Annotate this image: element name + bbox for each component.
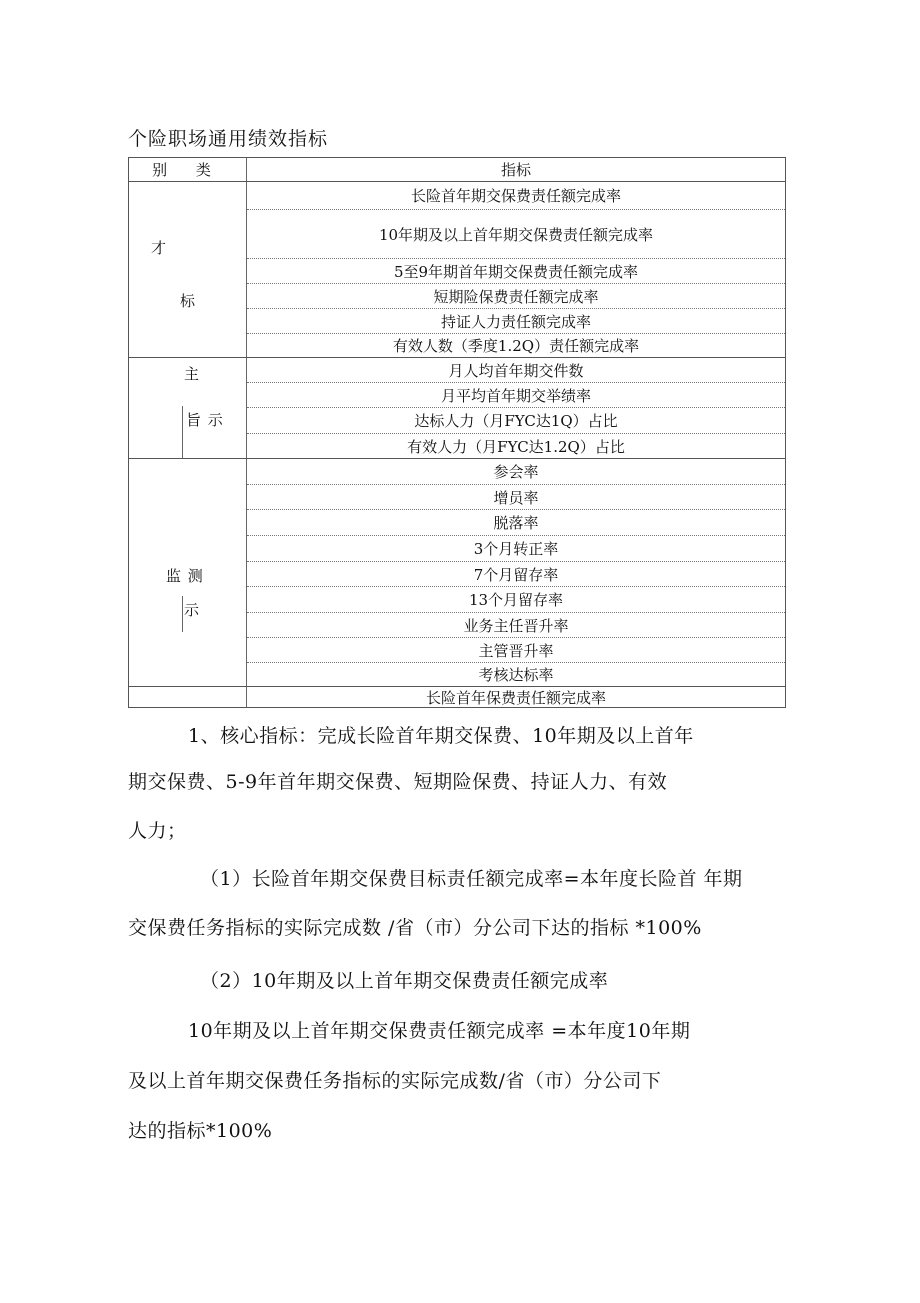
table-row: 月平均首年期交举绩率 [440, 386, 591, 405]
header-category: 别 类 [152, 161, 223, 179]
table-row: 长险首年保费责任额完成率 [425, 689, 606, 707]
group-3-label-bottom: 示 [184, 601, 201, 619]
group-3-label-top: 监 测 [166, 567, 204, 585]
group-1-label-bottom: 标 [180, 292, 197, 310]
table-row: 业务主任晋升率 [463, 616, 569, 635]
table-row: 有效人力（月FYC达1.2Q）占比 [407, 437, 625, 456]
paragraph-4-line-1: 10年期及以上首年期交保费责任额完成率 =本年度10年期 [188, 1020, 691, 1042]
table-row: 短期险保费责任额完成率 [433, 287, 599, 306]
paragraph-2-line-2: 交保费任务指标的实际完成数 /省（市）分公司下达的指标 *100% [128, 917, 702, 939]
table-row: 月人均首年期交件数 [448, 361, 584, 380]
table-row: 长险首年期交保费责任额完成率 [410, 187, 621, 205]
table-row: 达标人力（月FYC达1Q）占比 [414, 412, 618, 430]
table-row: 持证人力责任额完成率 [440, 312, 591, 331]
table-row: 10年期及以上首年期交保费责任额完成率 [378, 225, 654, 244]
paragraph-2-line-1: （1）长险首年期交保费目标责任额完成率=本年度长险首 年期 [200, 868, 743, 890]
table-row: 增员率 [493, 488, 539, 507]
paragraph-3-line-1: （2）10年期及以上首年期交保费责任额完成率 [200, 970, 609, 992]
paragraph-1-line-3: 人力； [128, 820, 187, 842]
paragraph-1-line-2: 期交保费、5-9年首年期交保费、短期险保费、持证人力、有效 [128, 771, 668, 793]
table-row: 考核达标率 [478, 666, 554, 684]
group-1-label-top: 才 [151, 239, 168, 257]
paragraph-1-line-1: 1、核心指标：完成长险首年期交保费、10年期及以上首年 [188, 725, 694, 747]
table-row: 主管晋升率 [478, 641, 554, 660]
group-2-label-top: 主 [184, 365, 201, 383]
table-row: 参会率 [493, 463, 539, 481]
document-title: 个险职场通用绩效指标 [128, 128, 329, 150]
indicator-table [128, 157, 786, 708]
paragraph-4-line-2: 及以上首年期交保费任务指标的实际完成数/省（市）分公司下 [128, 1070, 662, 1092]
table-row: 3个月转正率 [473, 540, 559, 558]
table-row: 脱落率 [493, 514, 539, 532]
table-row: 13个月留存率 [468, 591, 564, 609]
table-row: 5至9年期首年期交保费责任额完成率 [393, 262, 639, 281]
group-2-label-bottom: 旨 示 [186, 411, 224, 429]
paragraph-4-line-3: 达的指标*100% [128, 1120, 273, 1142]
table-row: 有效人数（季度1.2Q）责任额完成率 [392, 337, 640, 355]
header-indicator: 指标 [500, 161, 531, 179]
table-row: 7个月留存率 [473, 565, 559, 584]
